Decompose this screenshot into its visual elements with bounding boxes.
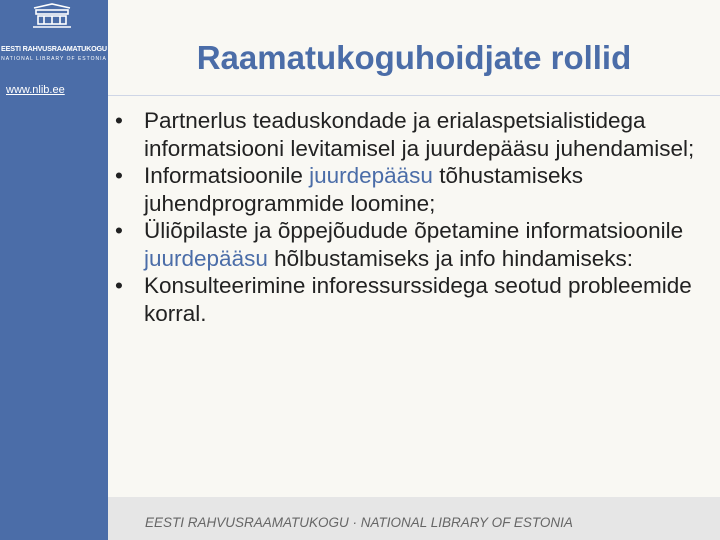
highlighted-term: juurdepääsu (309, 163, 433, 188)
bullet-text: Konsulteerimine inforessurssidega seotud probleemide korral. (144, 273, 692, 326)
bullet-text: tõhustamiseks juhendprogrammide loomine; (144, 163, 584, 216)
bullet-text: hõlbustamiseks ja info hindamiseks: (267, 245, 634, 271)
logo-text-english: NATIONAL LIBRARY OF ESTONIA (1, 56, 107, 62)
highlighted-term: juurdepääsu (144, 245, 268, 271)
bullet-text: Üliõpilaste ja õppejõudude õpetamine informatsioonile (144, 218, 684, 243)
bullet-item (112, 162, 712, 217)
library-building-icon (30, 2, 74, 32)
bullet-item (112, 107, 712, 162)
bullet-item (112, 217, 712, 272)
title-divider (108, 95, 720, 96)
logo-text-estonian: EESTI RAHVUSRAAMATUKOGU (1, 44, 107, 53)
bullet-list (112, 107, 712, 327)
website-link[interactable]: www.nlib.ee (6, 84, 65, 96)
bullet-item (112, 272, 712, 327)
slide-title: Raamatukoguhoidjate rollid (196, 39, 632, 76)
bullet-text: Partnerlus teaduskondade ja erialaspetsialistidega informatsiooni levitamisel ja juurdepääsu juhendamisel; (144, 108, 695, 161)
bullet-text: Informatsioonile (144, 163, 310, 188)
library-logo (0, 0, 108, 80)
sidebar (0, 0, 108, 540)
footer-text: EESTI RAHVUSRAAMATUKOGU · NATIONAL LIBRARY OF ESTONIA (145, 515, 573, 530)
